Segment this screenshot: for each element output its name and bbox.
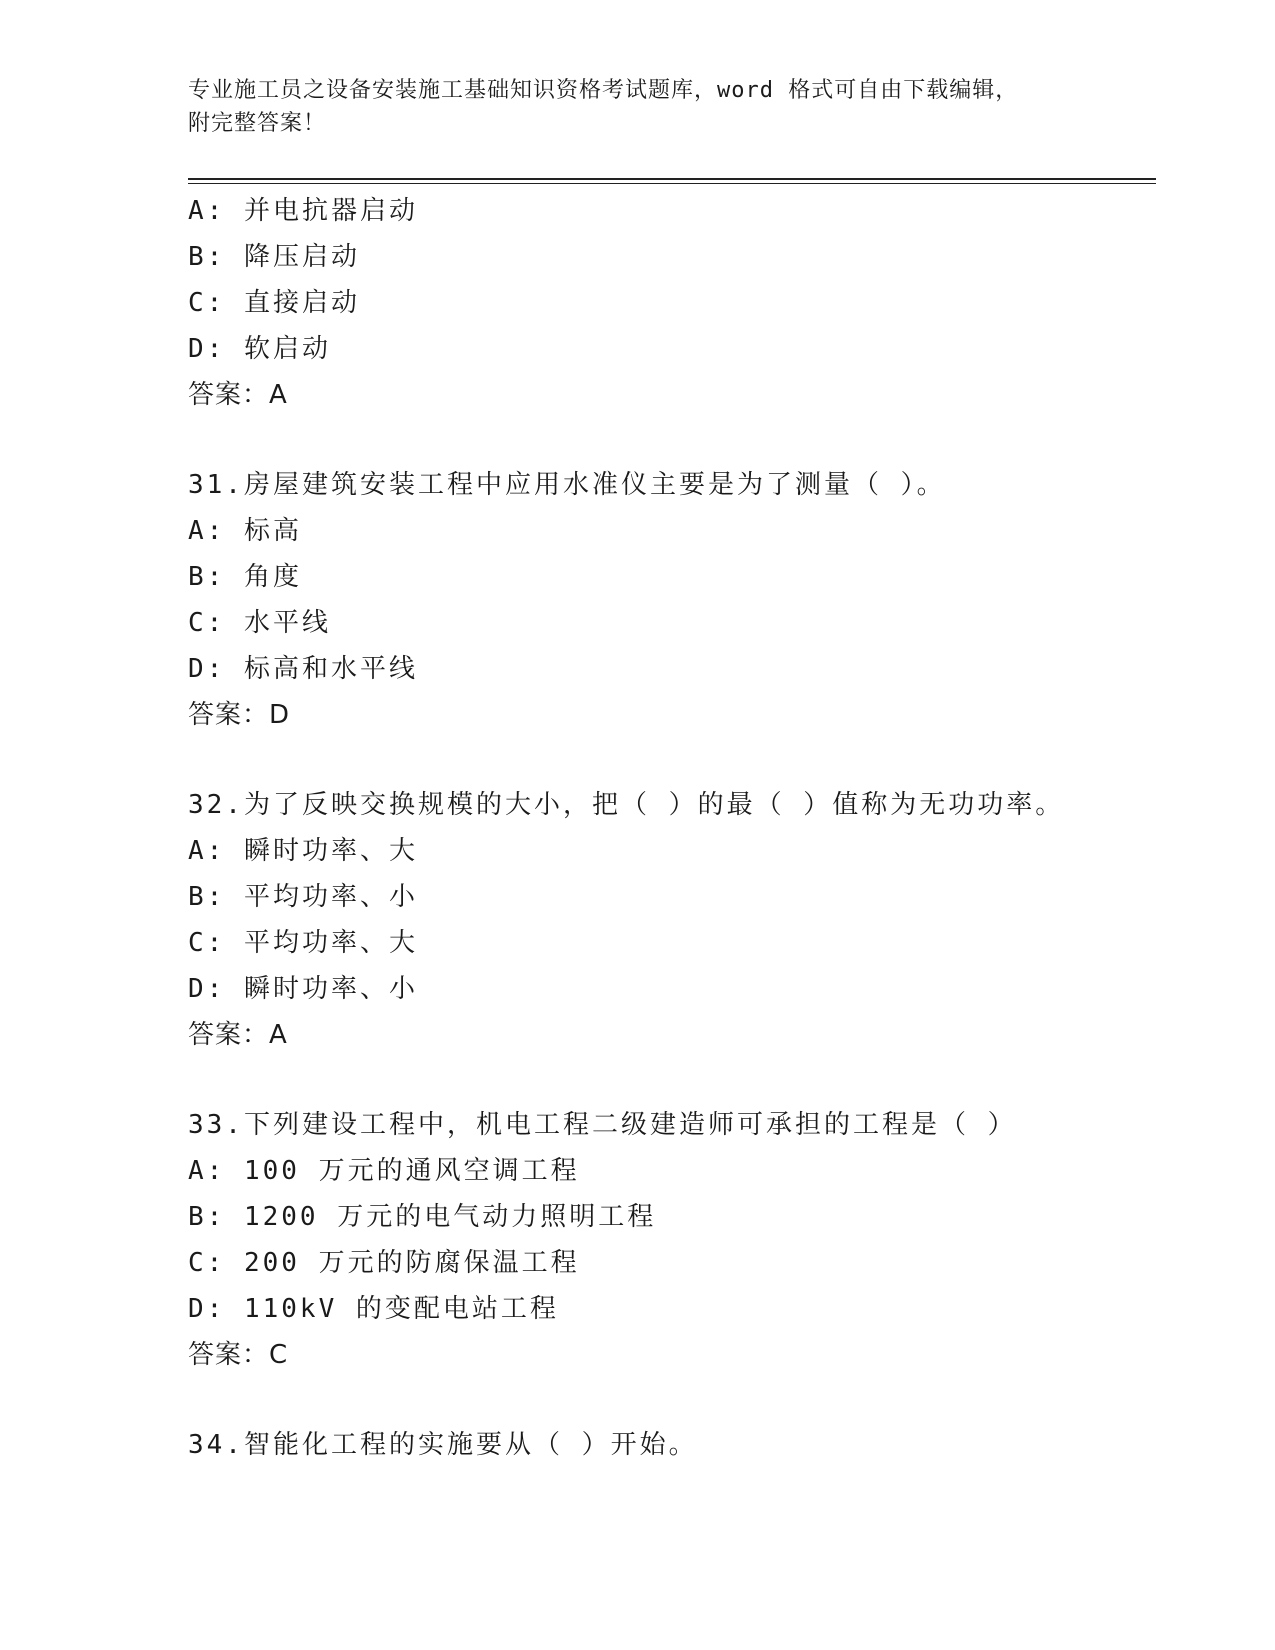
spacer <box>188 738 1156 782</box>
option-a: A: 并电抗器启动 <box>188 196 418 226</box>
spacer <box>188 1058 1156 1102</box>
document-header <box>188 74 1088 140</box>
option-c: C: 平均功率、大 <box>188 928 418 958</box>
question-block <box>188 188 1156 418</box>
option-b: B: 1200 万元的电气动力照明工程 <box>188 1202 657 1232</box>
option-b: B: 降压启动 <box>188 242 360 272</box>
question-block <box>188 462 1156 738</box>
header-line-1: 专业施工员之设备安装施工基础知识资格考试题库，word 格式可自由下载编辑， <box>188 78 1019 103</box>
question-text: 32.为了反映交换规模的大小，把（ ）的最（ ）值称为无功功率。 <box>188 790 1065 820</box>
option-c: C: 直接启动 <box>188 288 360 318</box>
answer-line: 答案：A <box>188 1020 288 1050</box>
option-c: C: 水平线 <box>188 608 331 638</box>
option-c: C: 200 万元的防腐保温工程 <box>188 1248 580 1278</box>
question-list <box>188 188 1156 1468</box>
option-b: B: 平均功率、小 <box>188 882 418 912</box>
option-b: B: 角度 <box>188 562 302 592</box>
question-block <box>188 782 1156 1058</box>
question-text: 31.房屋建筑安装工程中应用水准仪主要是为了测量（ ）。 <box>188 470 946 500</box>
option-d: D: 瞬时功率、小 <box>188 974 418 1004</box>
spacer <box>188 1378 1156 1422</box>
question-block <box>188 1102 1156 1378</box>
question-block <box>188 1422 1156 1468</box>
answer-line: 答案：C <box>188 1340 289 1370</box>
question-text: 34.智能化工程的实施要从（ ）开始。 <box>188 1430 698 1460</box>
option-d: D: 110kV 的变配电站工程 <box>188 1294 559 1324</box>
answer-line: 答案：D <box>188 700 291 730</box>
answer-line: 答案：A <box>188 380 288 410</box>
spacer <box>188 418 1156 462</box>
option-d: D: 软启动 <box>188 334 331 364</box>
header-divider <box>188 178 1156 184</box>
question-text: 33.下列建设工程中，机电工程二级建造师可承担的工程是（ ） <box>188 1110 1017 1140</box>
option-a: A: 瞬时功率、大 <box>188 836 418 866</box>
option-d: D: 标高和水平线 <box>188 654 418 684</box>
header-line-2: 附完整答案！ <box>188 111 327 136</box>
option-a: A: 100 万元的通风空调工程 <box>188 1156 580 1186</box>
option-a: A: 标高 <box>188 516 302 546</box>
